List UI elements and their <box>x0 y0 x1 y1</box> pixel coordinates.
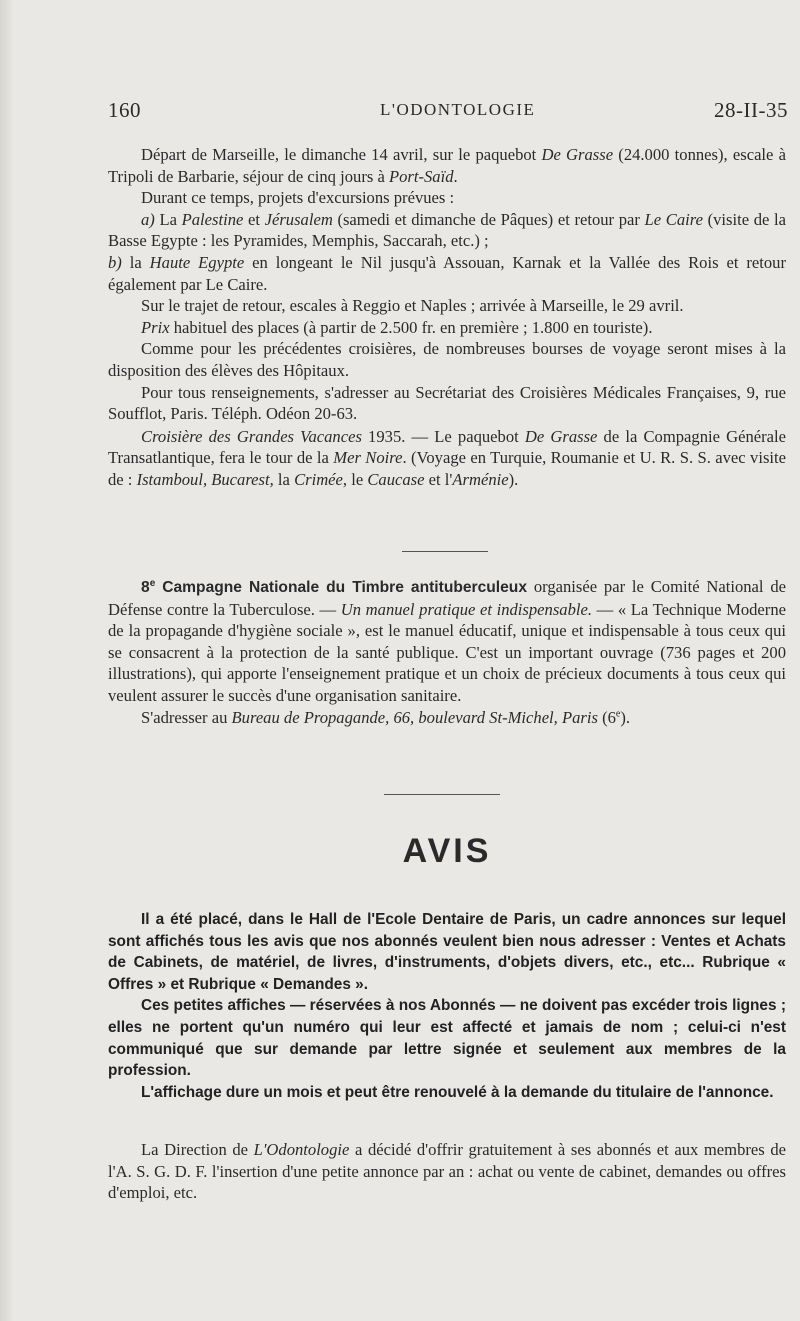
campaign-title: 8e Campagne Nationale du Timbre antituberculeux <box>141 577 528 596</box>
cruise-paragraph-option-a: a) La Palestine et Jérusalem (samedi et dimanche de Pâques) et retour par Le Caire (visite de la Basse Egypte : les Pyramides, Memphis, Saccarah, etc.) ; <box>108 209 786 251</box>
cruise-paragraph-excursions: Durant ce temps, projets d'excursions prévues : <box>141 188 455 208</box>
journal-title: L'ODONTOLOGIE <box>380 100 536 119</box>
avis-heading: AVIS <box>402 832 492 870</box>
cruise-paragraph-return: Sur le trajet de retour, escales à Reggio et Naples ; arrivée à Marseille, le 29 avril. <box>141 296 684 316</box>
campaign-section <box>108 576 786 728</box>
avis-paragraph-rules: Ces petites affiches — réservées à nos Abonnés — ne doivent pas excéder trois lignes ; elles ne portent qu'un numéro qui leur est affecté et jamais de nom ; celui-ci n'est communiqué que sur demande par lettre signée et seulement aux membres de la profession. <box>108 997 786 1080</box>
page-edge-shadow <box>0 0 14 1321</box>
cruise-paragraph-price: Prix habituel des places (à partir de 2.500 fr. en première ; 1.800 en touriste). <box>141 317 653 337</box>
page-number: 160 <box>108 98 141 122</box>
direction-section <box>108 1139 786 1204</box>
avis-paragraph-board: Il a été placé, dans le Hall de l'Ecole Dentaire de Paris, un cadre annonces sur lequel sont affichés tous les avis que nos abonnés veulent bien nous adresser : Ventes et Achats de Cabinets, de matériel, de livres, d'instruments, d'objets divers, etc., etc... Rubrique « Offres » et Rubrique « Demandes ». <box>108 911 786 993</box>
cruise-paragraph-scholarships: Comme pour les précédentes croisières, de nombreuses bourses de voyage seront mises à la disposition des élèves des Hôpitaux. <box>108 339 786 380</box>
section-divider <box>402 551 488 552</box>
issue-date: 28-II-35 <box>714 98 788 122</box>
direction-paragraph: La Direction de L'Odontologie a décidé d'offrir gratuitement à ses abonnés et aux membres de l'A. S. G. D. F. l'insertion d'une petite annonce par an : achat ou vente de cabinet, demandes ou offres d'emploi, etc. <box>108 1140 786 1203</box>
cruise-paragraph-contact: Pour tous renseignements, s'adresser au Secrétariat des Croisières Médicales Françaises, 9, rue Soufflot, Paris. Téléph. Odéon 20-63. <box>108 382 786 424</box>
section-divider <box>384 794 500 795</box>
campaign-paragraph: 8e Campagne Nationale du Timbre antituberculeux organisée par le Comité National de Défense contre la Tuberculose. — Un manuel pratique et indispensable. — « La Technique Moderne de la propagande d'hygiène sociale », est le manuel éducatif, unique et indispensable à tous ceux qui se consacrent à la protection de la santé publique. C'est un important ouvrage (736 pages et 200 illustrations), qui apporte l'enseignement pratique et un choix de précieux documents à tous ceux qui veulent assurer le succès d'une organisation sanitaire. <box>108 577 786 705</box>
cruise-section <box>108 144 786 491</box>
running-header <box>108 98 788 128</box>
avis-notice <box>108 909 786 1103</box>
cruise-paragraph-summer: Croisière des Grandes Vacances 1935. — Le paquebot De Grasse de la Compagnie Générale Transatlantique, fera le tour de la Mer Noire. (Voyage en Turquie, Roumanie et U. R. S. S. avec visite de : Istamboul, Bucarest, la Crimée, le Caucase et l'Arménie). <box>108 426 786 489</box>
campaign-address: S'adresser au Bureau de Propagande, 66, boulevard St-Michel, Paris (6e). <box>141 707 631 727</box>
avis-paragraph-duration: L'affichage dure un mois et peut être renouvelé à la demande du titulaire de l'annonce. <box>141 1083 774 1101</box>
cruise-paragraph-option-b: b) la Haute Egypte en longeant le Nil jusqu'à Assouan, Karnak et la Vallée des Rois et retour également par Le Caire. <box>108 252 786 294</box>
cruise-paragraph-departure: Départ de Marseille, le dimanche 14 avril, sur le paquebot De Grasse (24.000 tonnes), escale à Tripoli de Barbarie, séjour de cinq jours à Port-Saïd. <box>108 145 786 186</box>
